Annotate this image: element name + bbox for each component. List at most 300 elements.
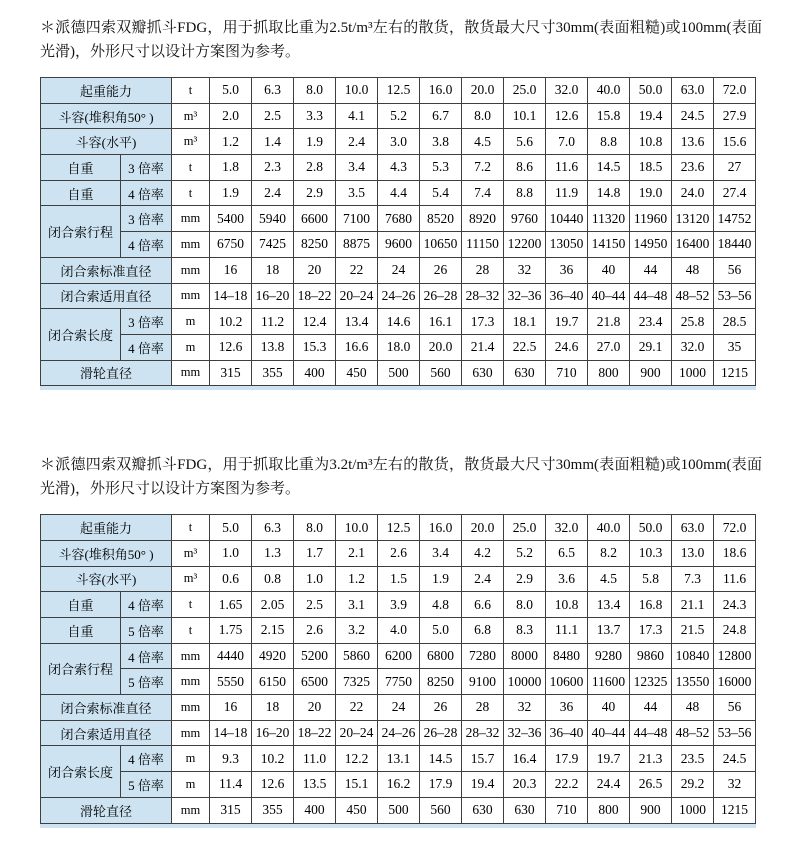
value-cell: 11.1 <box>546 618 588 644</box>
value-cell: 6.6 <box>462 592 504 618</box>
value-cell: 16 <box>210 257 252 283</box>
value-cell: 36 <box>546 257 588 283</box>
row-sublabel-ratio: 5 倍率 <box>121 772 172 798</box>
value-cell: 13.5 <box>294 772 336 798</box>
row-sublabel-ratio: 4 倍率 <box>121 180 172 206</box>
value-cell: 1.5 <box>378 566 420 592</box>
value-cell: 72.0 <box>714 78 756 104</box>
value-cell: 8000 <box>504 643 546 669</box>
value-cell: 3.4 <box>420 540 462 566</box>
value-cell: 5.3 <box>420 155 462 181</box>
value-cell: 11.6 <box>714 566 756 592</box>
value-cell: 15.7 <box>462 746 504 772</box>
value-cell: 315 <box>210 797 252 823</box>
value-cell: 9760 <box>504 206 546 232</box>
value-cell: 29.2 <box>672 772 714 798</box>
value-cell: 16.2 <box>378 772 420 798</box>
value-cell: 21.4 <box>462 334 504 360</box>
row-sublabel-ratio: 4 倍率 <box>121 232 172 258</box>
value-cell: 19.4 <box>462 772 504 798</box>
value-cell: 48 <box>672 695 714 721</box>
value-cell: 1215 <box>714 797 756 823</box>
row-unit: mm <box>172 643 210 669</box>
value-cell: 18–22 <box>294 283 336 309</box>
value-cell: 14950 <box>630 232 672 258</box>
row-label: 滑轮直径 <box>41 360 172 386</box>
value-cell: 27 <box>714 155 756 181</box>
value-cell: 8.0 <box>462 103 504 129</box>
row-label: 斗容(水平) <box>41 566 172 592</box>
row-label: 自重 <box>41 592 121 618</box>
value-cell: 5200 <box>294 643 336 669</box>
value-cell: 11960 <box>630 206 672 232</box>
row-sublabel-ratio: 4 倍率 <box>121 643 172 669</box>
value-cell: 16000 <box>714 669 756 695</box>
value-cell: 17.3 <box>630 618 672 644</box>
value-cell: 26 <box>420 257 462 283</box>
value-cell: 3.2 <box>336 618 378 644</box>
value-cell: 48 <box>672 257 714 283</box>
value-cell: 18 <box>252 257 294 283</box>
value-cell: 18.1 <box>504 309 546 335</box>
value-cell: 27.9 <box>714 103 756 129</box>
value-cell: 12800 <box>714 643 756 669</box>
row-sublabel-ratio: 4 倍率 <box>121 592 172 618</box>
value-cell: 2.1 <box>336 540 378 566</box>
value-cell: 1.75 <box>210 618 252 644</box>
value-cell: 14150 <box>588 232 630 258</box>
value-cell: 40 <box>588 695 630 721</box>
row-sublabel-ratio: 3 倍率 <box>121 206 172 232</box>
row-sublabel-ratio: 4 倍率 <box>121 746 172 772</box>
value-cell: 28–32 <box>462 720 504 746</box>
table-row <box>41 206 756 232</box>
row-unit: m <box>172 334 210 360</box>
value-cell: 53–56 <box>714 283 756 309</box>
value-cell: 2.6 <box>294 618 336 644</box>
row-unit: t <box>172 180 210 206</box>
value-cell: 40.0 <box>588 78 630 104</box>
table-row <box>41 515 756 541</box>
value-cell: 355 <box>252 360 294 386</box>
table-row <box>41 592 756 618</box>
value-cell: 8520 <box>420 206 462 232</box>
value-cell: 3.6 <box>546 566 588 592</box>
row-label: 斗容(堆积角50° ) <box>41 103 172 129</box>
value-cell: 5550 <box>210 669 252 695</box>
value-cell: 3.9 <box>378 592 420 618</box>
value-cell: 10840 <box>672 643 714 669</box>
row-label: 滑轮直径 <box>41 797 172 823</box>
value-cell: 10.0 <box>336 78 378 104</box>
value-cell: 2.4 <box>336 129 378 155</box>
value-cell: 7100 <box>336 206 378 232</box>
value-cell: 17.9 <box>546 746 588 772</box>
value-cell: 1.2 <box>210 129 252 155</box>
value-cell: 12200 <box>504 232 546 258</box>
value-cell: 14–18 <box>210 283 252 309</box>
value-cell: 13.4 <box>336 309 378 335</box>
value-cell: 40 <box>588 257 630 283</box>
value-cell: 13050 <box>546 232 588 258</box>
table-row <box>41 103 756 129</box>
value-cell: 9860 <box>630 643 672 669</box>
value-cell: 3.0 <box>378 129 420 155</box>
value-cell: 25.8 <box>672 309 714 335</box>
value-cell: 1.3 <box>252 540 294 566</box>
value-cell: 2.9 <box>504 566 546 592</box>
value-cell: 20.3 <box>504 772 546 798</box>
value-cell: 11150 <box>462 232 504 258</box>
value-cell: 27.0 <box>588 334 630 360</box>
value-cell: 20 <box>294 257 336 283</box>
value-cell: 8.8 <box>588 129 630 155</box>
value-cell: 7325 <box>336 669 378 695</box>
value-cell: 800 <box>588 360 630 386</box>
value-cell: 10650 <box>420 232 462 258</box>
value-cell: 10000 <box>504 669 546 695</box>
value-cell: 9600 <box>378 232 420 258</box>
value-cell: 24.0 <box>672 180 714 206</box>
value-cell: 50.0 <box>630 515 672 541</box>
value-cell: 0.6 <box>210 566 252 592</box>
table-row <box>41 180 756 206</box>
row-label: 闭合索适用直径 <box>41 720 172 746</box>
value-cell: 8.2 <box>588 540 630 566</box>
value-cell: 12.2 <box>336 746 378 772</box>
value-cell: 5.6 <box>504 129 546 155</box>
value-cell: 23.6 <box>672 155 714 181</box>
value-cell: 1.4 <box>252 129 294 155</box>
value-cell: 10.3 <box>630 540 672 566</box>
value-cell: 25.0 <box>504 515 546 541</box>
value-cell: 450 <box>336 797 378 823</box>
value-cell: 5.2 <box>378 103 420 129</box>
value-cell: 5.0 <box>210 515 252 541</box>
value-cell: 24.8 <box>714 618 756 644</box>
row-unit: mm <box>172 720 210 746</box>
value-cell: 6.3 <box>252 515 294 541</box>
value-cell: 14.8 <box>588 180 630 206</box>
value-cell: 4.4 <box>378 180 420 206</box>
value-cell: 11.4 <box>210 772 252 798</box>
value-cell: 3.4 <box>336 155 378 181</box>
value-cell: 19.7 <box>588 746 630 772</box>
value-cell: 12.5 <box>378 515 420 541</box>
value-cell: 36 <box>546 695 588 721</box>
value-cell: 6.8 <box>462 618 504 644</box>
value-cell: 8250 <box>294 232 336 258</box>
value-cell: 1.65 <box>210 592 252 618</box>
value-cell: 2.9 <box>294 180 336 206</box>
value-cell: 8480 <box>546 643 588 669</box>
value-cell: 5860 <box>336 643 378 669</box>
value-cell: 21.3 <box>630 746 672 772</box>
value-cell: 32 <box>714 772 756 798</box>
value-cell: 15.6 <box>714 129 756 155</box>
row-label: 斗容(堆积角50° ) <box>41 540 172 566</box>
row-label: 起重能力 <box>41 78 172 104</box>
value-cell: 9280 <box>588 643 630 669</box>
value-cell: 900 <box>630 360 672 386</box>
value-cell: 50.0 <box>630 78 672 104</box>
value-cell: 0.8 <box>252 566 294 592</box>
value-cell: 12.6 <box>210 334 252 360</box>
value-cell: 56 <box>714 695 756 721</box>
value-cell: 19.4 <box>630 103 672 129</box>
value-cell: 16.6 <box>336 334 378 360</box>
value-cell: 16.0 <box>420 78 462 104</box>
value-cell: 4.1 <box>336 103 378 129</box>
row-label: 闭合索长度 <box>41 309 121 360</box>
row-unit: mm <box>172 797 210 823</box>
value-cell: 1.7 <box>294 540 336 566</box>
value-cell: 16–20 <box>252 283 294 309</box>
value-cell: 900 <box>630 797 672 823</box>
table-row <box>41 78 756 104</box>
value-cell: 6750 <box>210 232 252 258</box>
value-cell: 5.0 <box>210 78 252 104</box>
value-cell: 1.9 <box>420 566 462 592</box>
value-cell: 1000 <box>672 360 714 386</box>
value-cell: 400 <box>294 360 336 386</box>
value-cell: 20.0 <box>462 78 504 104</box>
value-cell: 23.4 <box>630 309 672 335</box>
value-cell: 6150 <box>252 669 294 695</box>
value-cell: 72.0 <box>714 515 756 541</box>
table-row <box>41 695 756 721</box>
value-cell: 12.6 <box>546 103 588 129</box>
value-cell: 12.5 <box>378 78 420 104</box>
value-cell: 8.8 <box>504 180 546 206</box>
table-row <box>41 155 756 181</box>
value-cell: 6600 <box>294 206 336 232</box>
value-cell: 6500 <box>294 669 336 695</box>
value-cell: 21.5 <box>672 618 714 644</box>
value-cell: 24.5 <box>714 746 756 772</box>
value-cell: 10440 <box>546 206 588 232</box>
table-row <box>41 669 756 695</box>
value-cell: 630 <box>504 360 546 386</box>
spec-table-1 <box>40 77 756 386</box>
value-cell: 10.1 <box>504 103 546 129</box>
table-row <box>41 309 756 335</box>
value-cell: 17.3 <box>462 309 504 335</box>
spec-table-2-wrap <box>40 514 756 827</box>
value-cell: 14.6 <box>378 309 420 335</box>
value-cell: 10.8 <box>546 592 588 618</box>
value-cell: 5940 <box>252 206 294 232</box>
value-cell: 5.4 <box>420 180 462 206</box>
value-cell: 7.3 <box>672 566 714 592</box>
value-cell: 15.1 <box>336 772 378 798</box>
value-cell: 18–22 <box>294 720 336 746</box>
row-label: 自重 <box>41 180 121 206</box>
value-cell: 13.0 <box>672 540 714 566</box>
value-cell: 24 <box>378 695 420 721</box>
row-unit: t <box>172 592 210 618</box>
row-unit: mm <box>172 695 210 721</box>
value-cell: 16400 <box>672 232 714 258</box>
value-cell: 32.0 <box>546 78 588 104</box>
table-row <box>41 643 756 669</box>
value-cell: 18.0 <box>378 334 420 360</box>
value-cell: 24.4 <box>588 772 630 798</box>
value-cell: 27.4 <box>714 180 756 206</box>
value-cell: 7.0 <box>546 129 588 155</box>
row-label: 斗容(水平) <box>41 129 172 155</box>
table-row <box>41 618 756 644</box>
value-cell: 2.3 <box>252 155 294 181</box>
value-cell: 710 <box>546 360 588 386</box>
row-unit: m³ <box>172 566 210 592</box>
row-label: 自重 <box>41 618 121 644</box>
row-sublabel-ratio: 3 倍率 <box>121 309 172 335</box>
value-cell: 29.1 <box>630 334 672 360</box>
value-cell: 56 <box>714 257 756 283</box>
value-cell: 4440 <box>210 643 252 669</box>
value-cell: 355 <box>252 797 294 823</box>
table-row <box>41 360 756 386</box>
value-cell: 8.0 <box>504 592 546 618</box>
value-cell: 63.0 <box>672 515 714 541</box>
table-row <box>41 334 756 360</box>
value-cell: 7750 <box>378 669 420 695</box>
value-cell: 25.0 <box>504 78 546 104</box>
value-cell: 22.5 <box>504 334 546 360</box>
value-cell: 22 <box>336 695 378 721</box>
value-cell: 1.0 <box>294 566 336 592</box>
value-cell: 6.5 <box>546 540 588 566</box>
value-cell: 6200 <box>378 643 420 669</box>
value-cell: 20.0 <box>462 515 504 541</box>
section-fdg-3-2 <box>40 453 762 832</box>
value-cell: 4.8 <box>420 592 462 618</box>
row-unit: mm <box>172 669 210 695</box>
spec-table-1-wrap <box>40 77 756 390</box>
value-cell: 7680 <box>378 206 420 232</box>
row-sublabel-ratio: 4 倍率 <box>121 334 172 360</box>
value-cell: 11.0 <box>294 746 336 772</box>
value-cell: 26 <box>420 695 462 721</box>
row-label: 闭合索标准直径 <box>41 257 172 283</box>
value-cell: 7.4 <box>462 180 504 206</box>
table-row <box>41 797 756 823</box>
value-cell: 4.5 <box>588 566 630 592</box>
value-cell: 1.9 <box>294 129 336 155</box>
value-cell: 24–26 <box>378 283 420 309</box>
value-cell: 26–28 <box>420 720 462 746</box>
row-label: 闭合索适用直径 <box>41 283 172 309</box>
value-cell: 8.0 <box>294 78 336 104</box>
row-sublabel-ratio: 5 倍率 <box>121 669 172 695</box>
value-cell: 10600 <box>546 669 588 695</box>
value-cell: 10.8 <box>630 129 672 155</box>
row-label: 闭合索长度 <box>41 746 121 797</box>
row-unit: m <box>172 309 210 335</box>
value-cell: 22 <box>336 257 378 283</box>
table-row <box>41 129 756 155</box>
value-cell: 16.1 <box>420 309 462 335</box>
value-cell: 7.2 <box>462 155 504 181</box>
value-cell: 28.5 <box>714 309 756 335</box>
value-cell: 18.6 <box>714 540 756 566</box>
value-cell: 12.4 <box>294 309 336 335</box>
row-label: 自重 <box>41 155 121 181</box>
value-cell: 14–18 <box>210 720 252 746</box>
value-cell: 32.0 <box>672 334 714 360</box>
value-cell: 2.4 <box>462 566 504 592</box>
value-cell: 7280 <box>462 643 504 669</box>
value-cell: 2.5 <box>252 103 294 129</box>
value-cell: 1.2 <box>336 566 378 592</box>
value-cell: 11.9 <box>546 180 588 206</box>
value-cell: 8.6 <box>504 155 546 181</box>
value-cell: 40–44 <box>588 720 630 746</box>
value-cell: 2.15 <box>252 618 294 644</box>
value-cell: 1.9 <box>210 180 252 206</box>
value-cell: 1.0 <box>210 540 252 566</box>
value-cell: 18.5 <box>630 155 672 181</box>
value-cell: 24–26 <box>378 720 420 746</box>
value-cell: 10.2 <box>210 309 252 335</box>
row-label: 闭合索标准直径 <box>41 695 172 721</box>
value-cell: 32.0 <box>546 515 588 541</box>
table-row <box>41 566 756 592</box>
value-cell: 4.2 <box>462 540 504 566</box>
value-cell: 7425 <box>252 232 294 258</box>
value-cell: 3.5 <box>336 180 378 206</box>
value-cell: 4.0 <box>378 618 420 644</box>
value-cell: 3.3 <box>294 103 336 129</box>
value-cell: 16–20 <box>252 720 294 746</box>
value-cell: 13.1 <box>378 746 420 772</box>
value-cell: 400 <box>294 797 336 823</box>
value-cell: 13120 <box>672 206 714 232</box>
intro-paragraph-2: ＊派德四索双瓣抓斗FDG，用于抓取比重为3.2t/m³左右的散货，散货最大尺寸30mm(表面粗糙)或100mm(表面光滑)，外形尺寸以设计方案图为参考。 <box>40 457 762 498</box>
value-cell: 24.5 <box>672 103 714 129</box>
value-cell: 5.8 <box>630 566 672 592</box>
value-cell: 630 <box>462 360 504 386</box>
value-cell: 19.0 <box>630 180 672 206</box>
value-cell: 20–24 <box>336 283 378 309</box>
row-label: 闭合索行程 <box>41 206 121 257</box>
value-cell: 2.0 <box>210 103 252 129</box>
value-cell: 24 <box>378 257 420 283</box>
table-row <box>41 540 756 566</box>
value-cell: 500 <box>378 797 420 823</box>
value-cell: 28 <box>462 695 504 721</box>
value-cell: 44 <box>630 695 672 721</box>
value-cell: 6.7 <box>420 103 462 129</box>
value-cell: 9100 <box>462 669 504 695</box>
row-unit: m³ <box>172 103 210 129</box>
value-cell: 560 <box>420 797 462 823</box>
value-cell: 40–44 <box>588 283 630 309</box>
value-cell: 32–36 <box>504 720 546 746</box>
value-cell: 28 <box>462 257 504 283</box>
value-cell: 17.9 <box>420 772 462 798</box>
row-label: 闭合索行程 <box>41 643 121 694</box>
value-cell: 4.3 <box>378 155 420 181</box>
value-cell: 13550 <box>672 669 714 695</box>
value-cell: 12325 <box>630 669 672 695</box>
value-cell: 2.05 <box>252 592 294 618</box>
value-cell: 20.0 <box>420 334 462 360</box>
value-cell: 40.0 <box>588 515 630 541</box>
value-cell: 630 <box>504 797 546 823</box>
value-cell: 9.3 <box>210 746 252 772</box>
